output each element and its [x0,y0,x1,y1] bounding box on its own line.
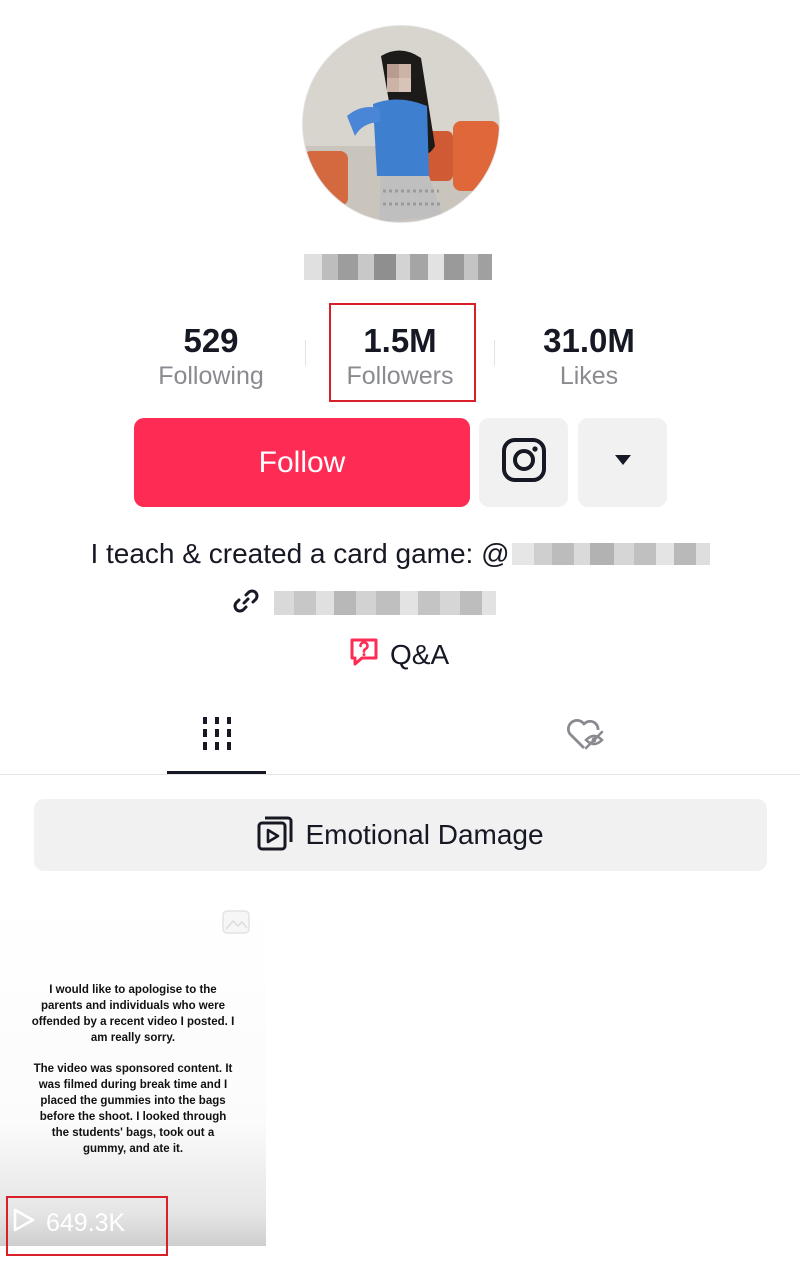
stat-divider [494,340,495,366]
profile-link[interactable] [232,588,496,618]
followers-count: 1.5M [363,322,437,359]
playlist-button[interactable] [34,799,767,871]
stat-likes[interactable] [518,323,660,391]
instagram-icon [501,437,547,488]
question-bubble-icon [348,636,380,673]
bio [0,534,800,572]
followers-label: Followers [346,362,454,390]
tabs-divider [0,774,800,775]
qa-label: Q&A [390,638,450,670]
video-text-paragraph: The video was sponsored content. It was filmed during break time and I placed the gummies into the bags before the shoot. I looked through the students' bags, took out a gummy, and ate it. [33,1063,233,1155]
playlist-icon [257,815,293,856]
profile-avatar[interactable] [302,25,500,223]
likes-label: Likes [559,362,619,390]
username-blurred [304,254,492,280]
stat-divider [305,340,306,366]
stat-following[interactable] [140,323,282,391]
video-caption-text [30,982,236,1172]
likes-count: 31.0M [543,322,635,359]
bio-handle-blurred [512,543,710,565]
grid-bars-icon [200,716,234,755]
tab-videos[interactable] [167,705,266,765]
qa-button[interactable] [348,636,449,673]
instagram-button[interactable] [479,418,568,507]
caret-down-icon [613,453,633,472]
views-highlight-box [6,1196,168,1256]
following-count: 529 [183,322,239,359]
video-text-paragraph: I would like to apologise to the parents and individuals who were offended by a recent video I posted. I am really sorry. [31,984,235,1044]
follow-button[interactable]: Follow [134,418,470,507]
playlist-label: Emotional Damage [305,819,544,850]
more-dropdown-button[interactable] [578,418,667,507]
avatar-image [303,26,499,222]
image-icon [222,910,250,934]
link-icon [232,587,260,620]
link-url-blurred [274,591,496,615]
views-count: 649.3K [46,1209,126,1237]
bio-text: I teach & created a card game: @ [90,537,510,569]
followers-highlight-box [329,303,476,402]
heart-eye-slash-icon [564,714,606,757]
following-label: Following [158,362,264,390]
tab-liked[interactable] [535,705,634,765]
